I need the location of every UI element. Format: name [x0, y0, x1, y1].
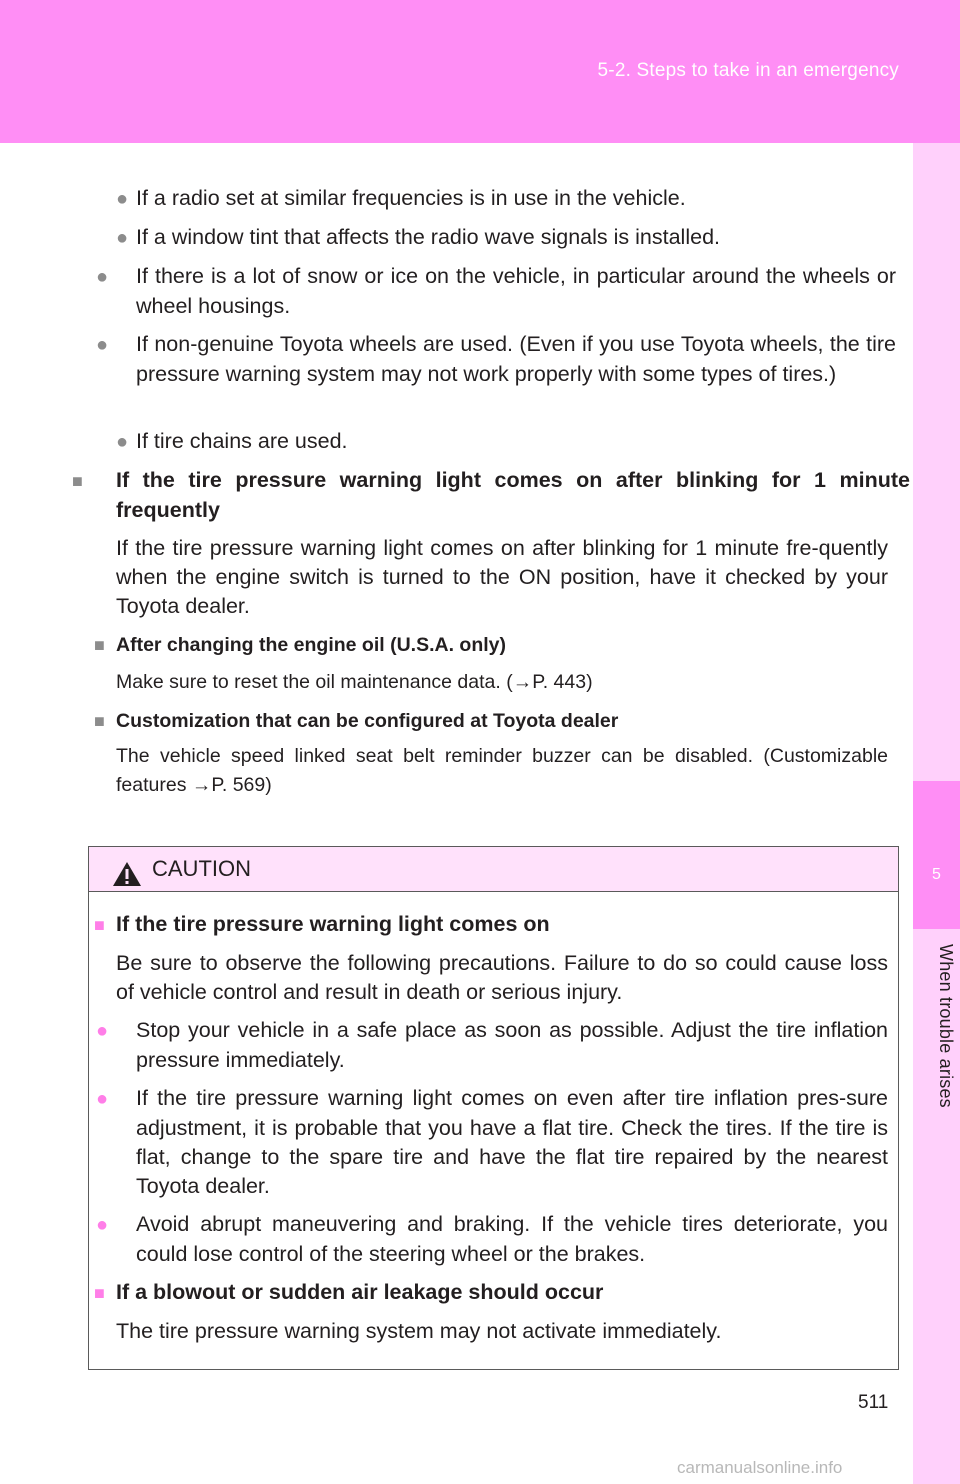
caution-list-item: ● Stop your vehicle in a safe place as soon as possible. Adjust the tire inflation pressure immediately.: [96, 1018, 888, 1072]
caution-body: The tire pressure warning system may not activate immediately.: [116, 1319, 722, 1343]
bullet-icon: ●: [96, 266, 109, 288]
square-bullet-icon: ■: [72, 471, 83, 491]
bullet-icon: ●: [96, 1214, 109, 1236]
section-body: Make sure to reset the oil maintenance data. (→P. 443): [116, 671, 593, 693]
bullet-icon: ●: [96, 1020, 109, 1042]
square-bullet-icon: ■: [94, 1283, 105, 1303]
section-body: The vehicle speed linked seat belt reminder buzzer can be disabled. (Customizable features →P. 569): [116, 745, 888, 796]
list-item: ● If there is a lot of snow or ice on the vehicle, in particular around the wheels or wheel housings.: [96, 264, 896, 318]
bullet-icon: ●: [96, 334, 109, 356]
square-bullet-icon: ■: [94, 711, 105, 731]
section-title: 5-2. Steps to take in an emergency: [597, 60, 899, 81]
chapter-number: 5: [932, 866, 941, 883]
bullet-icon: ●: [96, 1088, 109, 1110]
caution-body: Be sure to observe the following precautions. Failure to do so could cause loss of vehicle control and result in death or serious injury.: [116, 951, 888, 1004]
chapter-tab: [913, 781, 960, 929]
square-bullet-icon: ■: [94, 915, 105, 935]
section-heading: ■ After changing the engine oil (U.S.A. only): [94, 631, 888, 660]
watermark[interactable]: carmanualsonline.info: [677, 1458, 843, 1477]
bullet-icon: ●: [116, 188, 129, 210]
bullet-icon: ●: [116, 431, 129, 453]
chapter-title: When trouble arises: [936, 944, 956, 1108]
list-item: ● If a window tint that affects the radio wave signals is installed.: [116, 223, 896, 253]
list-item: ● If tire chains are used.: [116, 427, 896, 457]
caution-heading: ■ If a blowout or sudden air leakage should occur: [94, 1278, 888, 1308]
page-number: 511: [858, 1392, 889, 1413]
list-item: ● If non-genuine Toyota wheels are used. (Even if you use Toyota wheels, the tire pressure warning system may not work properly with some types of tires.): [96, 332, 896, 386]
warning-icon: [112, 861, 142, 887]
caution-heading: ■ If the tire pressure warning light comes on: [94, 910, 888, 940]
square-bullet-icon: ■: [94, 635, 105, 655]
page-header: [0, 0, 960, 143]
caution-title: CAUTION: [152, 856, 251, 881]
section-heading: ■ If the tire pressure warning light comes on after blinking for 1 minute frequently: [72, 468, 910, 522]
caution-header: [89, 847, 898, 892]
caution-list-item: ● If the tire pressure warning light comes on even after tire inflation pres-sure adjustment, it is probable that you have a flat tire. Check the tires. If the tire is flat, change to the spare tire and have the flat tire repaired by the nearest Toyota dealer.: [96, 1086, 888, 1198]
section-body: If the tire pressure warning light comes on after blinking for 1 minute fre-quently when the engine switch is turned to the ON position, have it checked by your Toyota dealer.: [116, 536, 888, 618]
list-item: ● If a radio set at similar frequencies is in use in the vehicle.: [116, 184, 896, 214]
section-heading: ■ Customization that can be configured at Toyota dealer: [94, 707, 888, 736]
bullet-icon: ●: [116, 227, 129, 249]
caution-list-item: ● Avoid abrupt maneuvering and braking. If the vehicle tires deteriorate, you could lose control of the steering wheel or the brakes.: [96, 1212, 888, 1266]
